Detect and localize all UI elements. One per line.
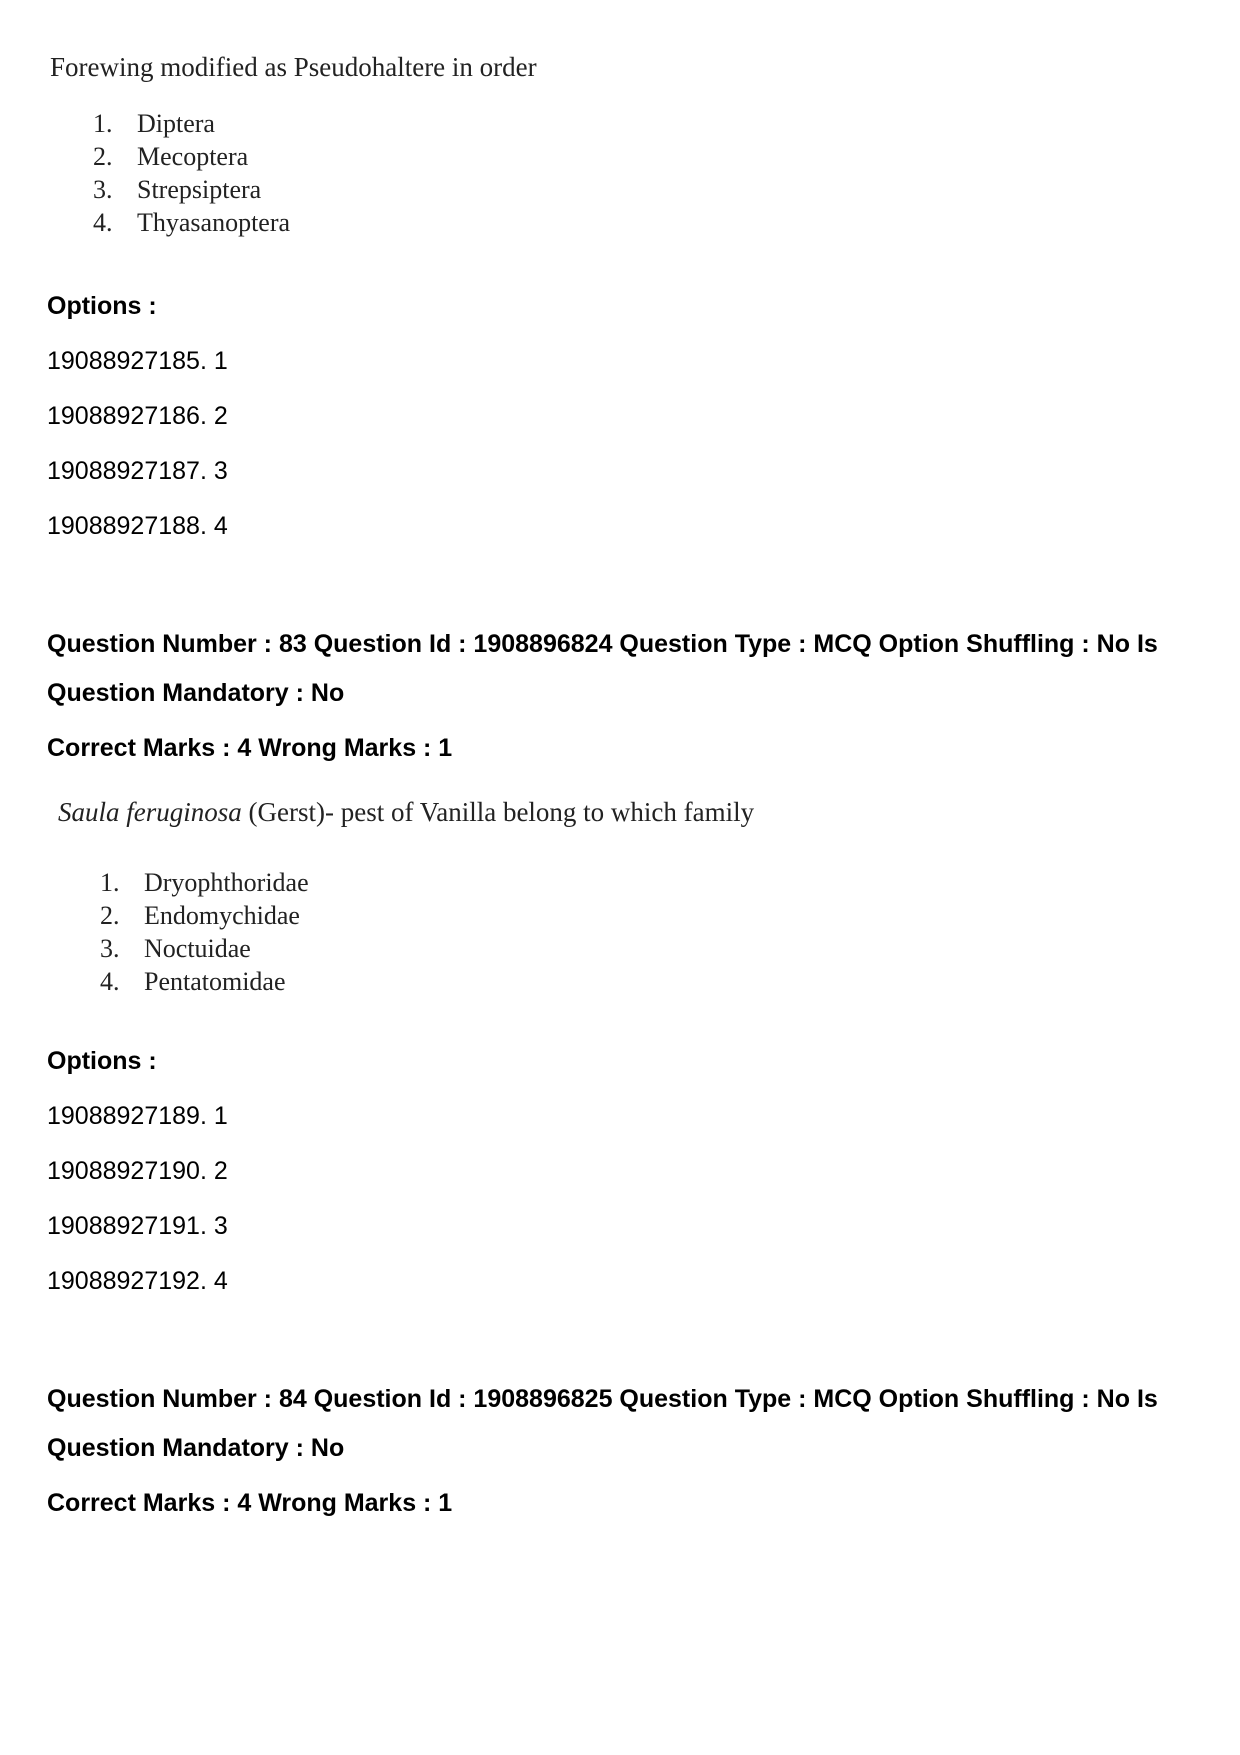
choice-list — [100, 866, 309, 998]
option-item: 19088927185. 1 — [47, 347, 228, 375]
question-meta: Question Number : 83 Question Id : 1908896824 Question Type : MCQ Option Shuffling : No Is — [47, 630, 1158, 658]
option-item: 19088927191. 3 — [47, 1212, 228, 1240]
choice-item: 3. Strepsiptera — [93, 175, 262, 204]
choice-item: 1. Diptera — [93, 109, 215, 138]
option-item: 19088927190. 2 — [47, 1157, 228, 1185]
options-label: Options : — [47, 1047, 157, 1075]
species-name: Saula feruginosa — [58, 797, 242, 827]
option-item: 19088927189. 1 — [47, 1102, 228, 1130]
question-mandatory: Question Mandatory : No — [47, 1434, 345, 1462]
question-marks: Correct Marks : 4 Wrong Marks : 1 — [47, 734, 453, 762]
choice-list — [93, 107, 290, 239]
choice-item: 4. Pentatomidae — [100, 967, 286, 996]
choice-item: 1. Dryophthoridae — [100, 868, 309, 897]
question-mandatory: Question Mandatory : No — [47, 679, 345, 707]
question-meta: Question Number : 84 Question Id : 1908896825 Question Type : MCQ Option Shuffling : No Is — [47, 1385, 1158, 1413]
question-text: Forewing modified as Pseudohaltere in order — [50, 52, 537, 82]
choice-item: 3. Noctuidae — [100, 934, 251, 963]
option-item: 19088927186. 2 — [47, 402, 228, 430]
choice-item: 2. Endomychidae — [100, 901, 300, 930]
option-item: 19088927192. 4 — [47, 1267, 228, 1295]
option-item: 19088927188. 4 — [47, 512, 228, 540]
choice-item: 4. Thyasanoptera — [93, 208, 291, 237]
question-text: Saula feruginosa (Gerst)- pest of Vanilla belong to which family — [58, 797, 755, 827]
option-item: 19088927187. 3 — [47, 457, 228, 485]
options-label: Options : — [47, 292, 157, 320]
choice-item: 2. Mecoptera — [93, 142, 249, 171]
question-marks: Correct Marks : 4 Wrong Marks : 1 — [47, 1489, 453, 1517]
